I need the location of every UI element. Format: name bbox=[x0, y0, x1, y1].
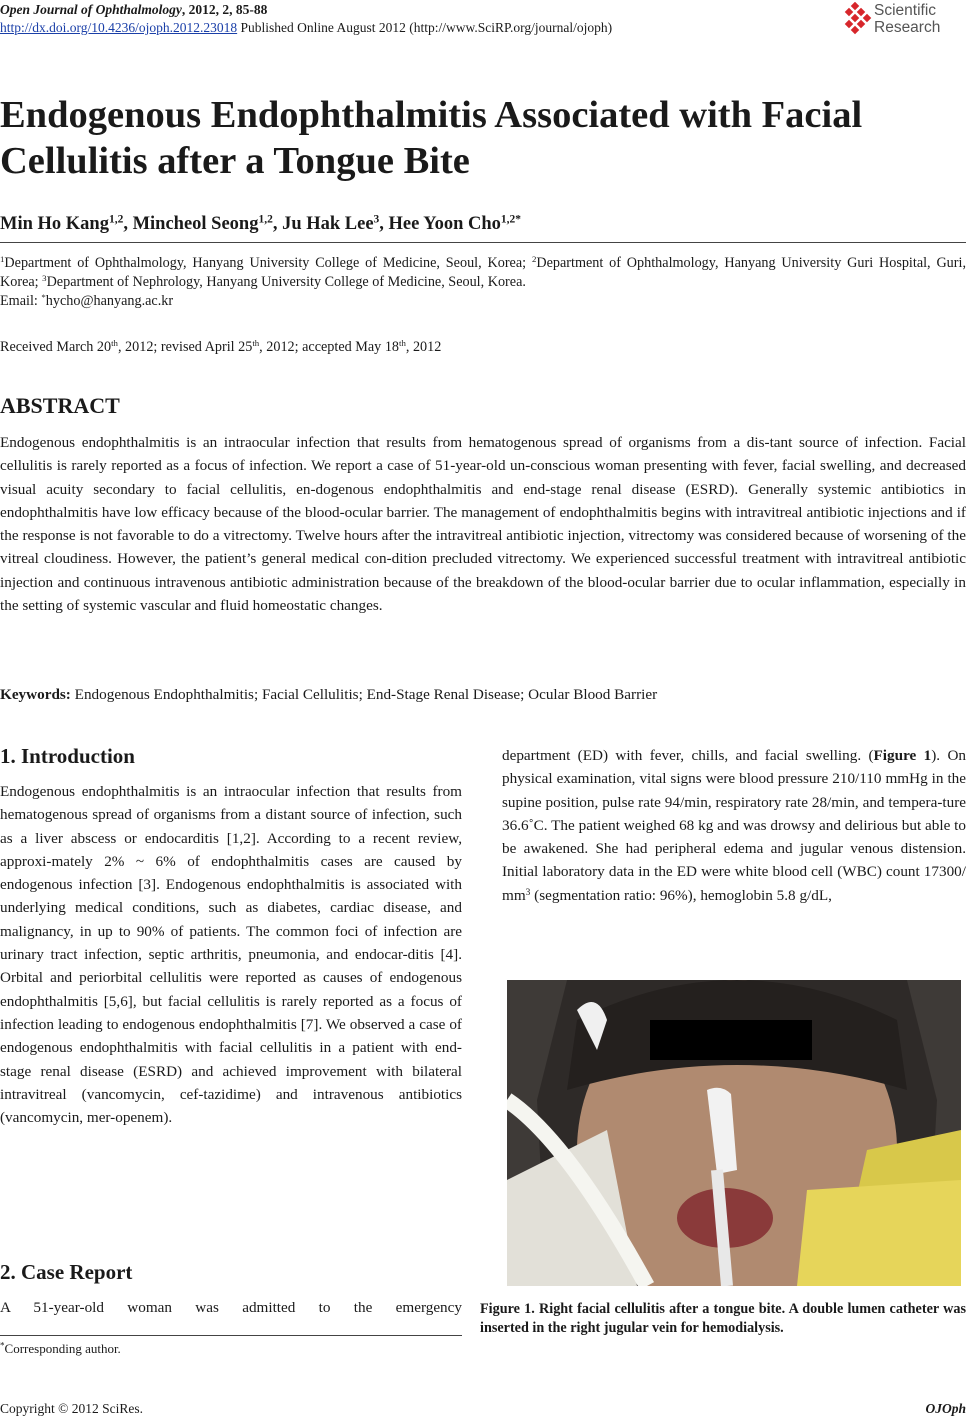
year-part: , 2012 bbox=[405, 339, 442, 355]
received-dates bbox=[0, 338, 441, 357]
email-sup: * bbox=[41, 292, 46, 303]
affil-3: Department of Nephrology, Hanyang University College of Medicine, Seoul, Korea. bbox=[46, 274, 526, 290]
author-sep: , bbox=[123, 214, 133, 234]
footnote-text: Corresponding author. bbox=[4, 1341, 121, 1356]
journal-name: Open Journal of Ophthalmology bbox=[0, 2, 182, 17]
title-line1: Endogenous Endophthalmitis Associated with Facial bbox=[0, 94, 863, 136]
keywords-label: Keywords: bbox=[0, 686, 71, 703]
author-name: Min Ho Kang bbox=[0, 214, 109, 234]
doi-link[interactable]: http://dx.doi.org/10.4236/ojoph.2012.23018 bbox=[0, 20, 238, 35]
ordinal-sup: th bbox=[252, 338, 260, 349]
author-affil-sup: 1,2 bbox=[258, 213, 273, 226]
author-sep: , bbox=[379, 214, 389, 234]
figure-1-photo bbox=[507, 980, 961, 1286]
copyright: Copyright © 2012 SciRes. bbox=[0, 1401, 144, 1416]
revised-part: , 2012; revised April 25 bbox=[117, 339, 253, 355]
ordinal-sup: th bbox=[399, 338, 406, 349]
text-part: ). On physical examination, vital signs were blood pressure 210/110 mmHg in the supine position, pulse rate 94/min, respiratory rate 28/min, and tempera-ture 36.6˚C. The patient weighed 68 kg and was drowsy and delirious but able to be awakened. She had peripheral edema and jugular venous distension. Initial laboratory data in the ED were white blood cell (WBC) count 17300/ mm bbox=[502, 747, 966, 904]
corresponding-author-note bbox=[0, 1341, 121, 1357]
author-name: Hee Yoon Cho bbox=[388, 214, 501, 234]
affil-sup: 3 bbox=[42, 273, 47, 284]
affil-sup: 1 bbox=[0, 254, 5, 265]
unit-sup: 3 bbox=[525, 887, 531, 898]
affiliations bbox=[0, 254, 966, 311]
case-report-continued bbox=[502, 744, 966, 907]
figure-1-reference[interactable]: Figure 1 bbox=[873, 747, 932, 764]
case-report-heading: 2. Case Report bbox=[0, 1260, 133, 1284]
author-1 bbox=[0, 214, 133, 234]
figure-1-caption: Figure 1. Right facial cellulitis after a tongue bite. A double lumen catheter was inserted in the right jugular vein for hemodialysis. bbox=[480, 1301, 966, 1336]
logo-mark-icon bbox=[842, 2, 872, 36]
author-2 bbox=[133, 214, 283, 234]
title-line2: Cellulitis after a Tongue Bite bbox=[0, 140, 470, 182]
publication-line bbox=[0, 20, 612, 36]
keywords bbox=[0, 683, 966, 706]
patient-photo-icon bbox=[507, 980, 961, 1286]
journal-abbreviation: OJOph bbox=[925, 1401, 966, 1416]
author-affil-sup: 1,2* bbox=[500, 213, 521, 226]
abstract-text: Endogenous endophthalmitis is an intraocular infection that results from hematogenous spread of organisms from a dis-tant source of infection. Facial cellulitis is rarely reported as a focus of infection. We report a case of 51-year-old un-conscious woman presenting with fever, facial swelling, and decreased visual acuity secondary to facial cellulitis, en-dogenous endophthalmitis and end-stage renal disease (ESRD). Generally systemic antibiotics in endophthalmitis have low efficacy because of the blood-ocular barrier. The management of endophthalmitis begins with intravitreal antibiotic injections and if the response is not favorable to do a vitrectomy. Twelve hours after the intravitreal antibiotic injection, vitrectomy was considered because of worsening of the vitreal cloudiness. However, the patient’s general medical con-dition precluded vitrectomy. We experienced successful treatment with intravitreal antibiotic injection and continuous intravenous antibiotic administration because of the breakdown of the blood-ocular barrier due to ocular inflammation, especially in the setting of systemic vascular and fluid homeostatic changes. bbox=[0, 434, 966, 615]
volume-pages: , 2012, 2, 85-88 bbox=[181, 2, 268, 17]
affil-sup: 2 bbox=[531, 254, 537, 265]
journal-citation bbox=[0, 2, 267, 18]
author-name: Mincheol Seong bbox=[132, 214, 259, 234]
author-divider bbox=[0, 242, 966, 243]
author-affil-sup: 3 bbox=[373, 213, 380, 226]
author-list bbox=[0, 214, 521, 235]
text-part: department (ED) with fever, chills, and facial swelling. ( bbox=[502, 747, 874, 764]
logo-text-line1: Scientific bbox=[874, 2, 937, 19]
logo-text-line2: Research bbox=[874, 19, 941, 36]
author-affil-sup: 1,2 bbox=[108, 213, 124, 226]
keywords-list: Endogenous Endophthalmitis; Facial Cellulitis; End-Stage Renal Disease; Ocular Blood Barrier bbox=[70, 686, 658, 703]
abstract-heading: ABSTRACT bbox=[0, 393, 120, 418]
intro-text: Endogenous endophthalmitis is an intraocular infection that results from hematogenous spread of organisms from a distant source of infection, such as a liver abscess or endocarditis [1,2]. According to a recent review, approxi-mately 2% ~ 6% of endophthalmitis cases are caused by endogenous infection [3]. Endogenous endophthalmitis is associated with underlying medical conditions, such as diabetes, cardiac disease, and malignancy, in up to 90% of patients. The common foci of infection are urinary tract infection, septic arthritis, pneumonia, and endocar-ditis [4]. Orbital and periorbital cellulitis were reported as causes of endogenous endophthalmitis [5,6], but facial cellulitis is rarely reported as a focus of infection leading to endogenous endophthalmitis [7]. We observed a case of endogenous endophthalmitis with facial cellulitis in a patient with end-stage renal disease (ESRD) and achieved improvement with bilateral intravitreal (vancomycin, cef-tazidime) and intravenous antibiotics (vancomycin, mer-openem). bbox=[0, 783, 462, 1127]
footnote-divider bbox=[0, 1335, 462, 1336]
publisher-logo bbox=[842, 2, 966, 42]
received-part: Received March 20 bbox=[0, 339, 112, 355]
affil-2: Department of Ophthalmology, Hanyang University Guri Hospital, Guri, Korea; bbox=[0, 255, 966, 290]
published-online: Published Online August 2012 (http://www.SciRP.org/journal/ojoph) bbox=[237, 20, 613, 35]
email-label: Email: bbox=[0, 293, 42, 309]
email-address[interactable]: hycho@hanyang.ac.kr bbox=[45, 293, 174, 309]
accepted-part: , 2012; accepted May 18 bbox=[259, 339, 400, 355]
author-name: Ju Hak Lee bbox=[282, 214, 374, 234]
case-report-text: A 51-year-old woman was admitted to the emergency bbox=[0, 1299, 462, 1316]
footnote-sup: * bbox=[0, 1340, 5, 1351]
author-3 bbox=[282, 214, 388, 234]
author-sep: , bbox=[272, 214, 283, 234]
ordinal-sup: th bbox=[111, 338, 118, 349]
affil-1: Department of Ophthalmology, Hanyang University College of Medicine, Seoul, Korea; bbox=[4, 255, 532, 271]
author-4 bbox=[389, 214, 521, 234]
intro-heading: 1. Introduction bbox=[0, 744, 135, 768]
paper-title bbox=[0, 92, 900, 184]
text-part: (segmentation ratio: 96%), hemoglobin 5.8 g/dL, bbox=[530, 886, 832, 904]
